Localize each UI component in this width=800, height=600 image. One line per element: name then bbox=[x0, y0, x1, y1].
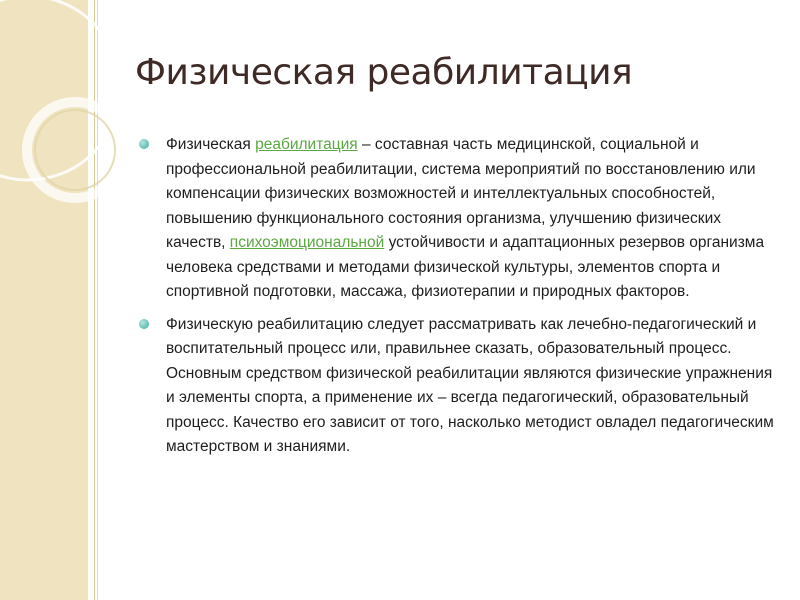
psychoemotional-link[interactable]: психоэмоциональной bbox=[229, 234, 385, 251]
bullet-dot-icon bbox=[139, 139, 149, 149]
decorative-circles bbox=[0, 0, 140, 240]
decorative-ring-small bbox=[27, 102, 123, 198]
bullet-text-after2: устойчивости и адаптационных резервов организма человека средствами и методами физической культуры, элементов спорта и спортивной подготовки, массажа, физиотерапии и природных факторов. bbox=[166, 234, 765, 300]
bullet-text-before: Физическая bbox=[166, 136, 256, 153]
decorative-ring-inner bbox=[35, 110, 115, 190]
bullet-text: Физическую реабилитацию следует рассматривать как лечебно-педагогический и воспитательный процесс или, правильнее сказать, образовательный процесс. Основным средством физической реабилитации являются физические упражнения и элементы спорта, а применение их – всегда педагогический, образовательный процесс. Качество его зависит от того, насколько методист овладел педагогическим мастерством и знаниями. bbox=[166, 315, 774, 455]
bullet-item-definition bbox=[138, 133, 778, 305]
bullet-item-process bbox=[138, 313, 778, 460]
bullet-text-after: – составная часть медицинской, социальной и профессиональной реабилитации, система мероприятий по восстановлению или компенсации физических возможностей и интеллектуальных способностей, повышению функционального состояния организма, улучшению физических качеств, bbox=[166, 136, 756, 251]
rehabilitation-link[interactable]: реабилитация bbox=[255, 136, 358, 153]
bullet-dot-icon bbox=[139, 319, 149, 329]
slide-title: Физическая реабилитация bbox=[135, 52, 633, 93]
decorative-ring-large bbox=[0, 0, 120, 180]
bullet-list bbox=[138, 133, 778, 468]
